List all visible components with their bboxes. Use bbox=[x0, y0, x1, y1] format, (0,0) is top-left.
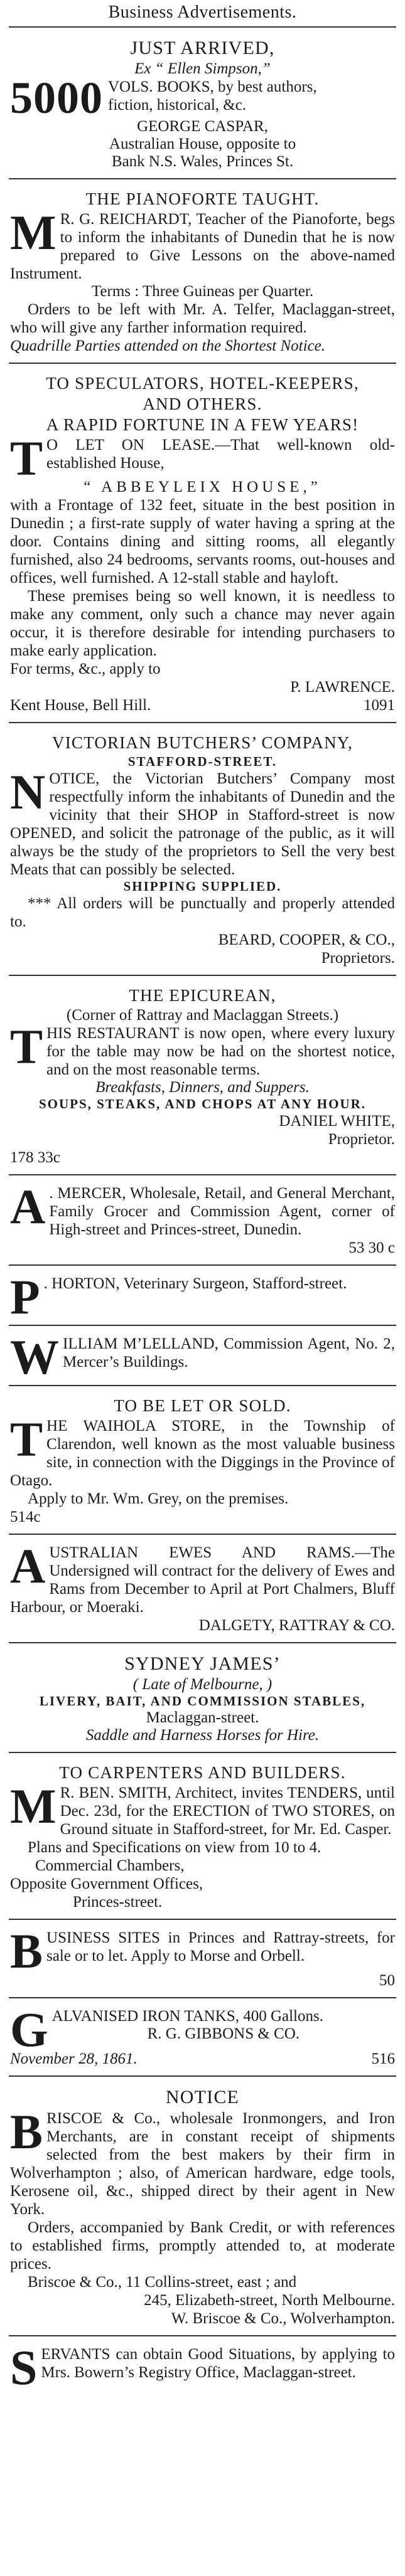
ad-code: 514c bbox=[10, 1508, 41, 1525]
ad-subtitle: STAFFORD-STREET. bbox=[127, 754, 278, 769]
ad-iron-tanks bbox=[9, 1998, 396, 2077]
drop-cap: B bbox=[10, 1929, 43, 1971]
ad-epicurean bbox=[9, 976, 396, 1175]
ad-name: R. G. GIBBONS & CO. bbox=[147, 2025, 300, 2042]
ad-note: Saddle and Harness Horses for Hire. bbox=[85, 1727, 320, 1744]
ad-address: Princes-street. bbox=[73, 1894, 163, 1911]
ad-ewes-rams bbox=[9, 1535, 396, 1643]
ad-address: W. Briscoe & Co., Wolverhampton. bbox=[171, 2310, 395, 2327]
drop-cap: M bbox=[10, 1784, 57, 1833]
ad-body: HE WAIHOLA STORE, in the Township of Clarendon, well known as the most valuable business site, in connection with the Diggings in the Province of Otago. bbox=[10, 1418, 395, 1489]
drop-cap: S bbox=[10, 2345, 38, 2388]
ad-sydney-james bbox=[9, 1643, 396, 1753]
ad-role: Proprietors. bbox=[321, 950, 395, 967]
drop-cap: T bbox=[10, 436, 43, 479]
ad-victorian-butchers bbox=[9, 723, 396, 976]
ad-note: Quadrille Parties attended on the Shortest Notice. bbox=[10, 337, 326, 354]
drop-cap: B bbox=[10, 2109, 43, 2159]
ad-title: TO SPECULATORS, HOTEL-KEEPERS, bbox=[46, 374, 359, 393]
ad-role: Proprietor. bbox=[328, 1131, 395, 1148]
ad-body: ERVANTS can obtain Good Situations, by applying to Mrs. Bowern’s Registry Office, Maclaggan-street. bbox=[41, 2346, 395, 2381]
ad-name: DALGETY, RATTRAY & CO. bbox=[198, 1617, 395, 1634]
ad-title: JUST ARRIVED, bbox=[130, 38, 275, 58]
ad-title: TO CARPENTERS AND BUILDERS. bbox=[59, 1763, 346, 1782]
ad-line: fiction, historical, &c. bbox=[108, 97, 247, 114]
ad-body: RISCOE & Co., wholesale Ironmongers, and Iron Merchants, are in constant receipt of shipments selected from the best makers by their firm in Wolverhampton ; also, of American hardware, edge tools, Kerosene oil, &c., shipped direct by their agent in New York. bbox=[10, 2110, 395, 2218]
ad-carpenters-builders bbox=[9, 1753, 396, 1920]
drop-cap: A bbox=[10, 1184, 46, 1234]
ad-line: VOLS. BOOKS, by best authors, bbox=[108, 78, 317, 95]
ad-shipping: SHIPPING SUPPLIED. bbox=[123, 879, 282, 894]
ad-horton bbox=[9, 1266, 396, 1326]
ad-plans: Plans and Specifications on view from 10 to 4. bbox=[28, 1839, 321, 1856]
ad-apply: Apply to Mr. Wm. Grey, on the premises. bbox=[28, 1490, 289, 1507]
ad-line: LIVERY, BAIT, AND COMMISSION STABLES, bbox=[39, 1693, 366, 1709]
ad-orders: *** All orders will be punctually and properly attended to. bbox=[10, 895, 395, 930]
ad-code: 1091 bbox=[364, 697, 395, 714]
ad-body: R. G. REICHARDT, Teacher of the Pianoforte, begs to inform the inhabitants of Dunedin that he is now prepared to Give Lessons on the above-named Instrument. bbox=[10, 211, 395, 282]
ad-soups: SOUPS, STEAKS, AND CHOPS AT ANY HOUR. bbox=[38, 1096, 367, 1111]
ad-body: O LET ON LEASE.—That well-known old-established House, bbox=[46, 437, 395, 472]
ad-body: USTRALIAN EWES AND RAMS.—The Undersigned will contract for the delivery of Ewes and Rams from December to April at Port Chalmers, Bluff Harbour, or Moeraki. bbox=[10, 1544, 395, 1616]
ad-body: with a Frontage of 132 feet, situate in the best position in Dunedin ; a first-rate supply of water having a spring at the door. Contains dining and sitting rooms, all elegantly furnished, also 24 bedrooms, servants rooms, out-houses and offices, well furnished. A 12-stall stable and hayloft. bbox=[10, 497, 395, 586]
ad-business-sites bbox=[9, 1920, 396, 1998]
ad-subtitle: A RAPID FORTUNE IN A FEW YEARS! bbox=[46, 415, 359, 434]
ad-pianoforte bbox=[9, 179, 396, 364]
drop-cap: M bbox=[10, 210, 57, 260]
ad-body: These premises being so well known, it is needless to make any comment, only such a chance may never again occur, it is therefore desirable for intending purchasers to make early application. bbox=[10, 588, 395, 659]
ad-code: 50 bbox=[379, 1972, 395, 1989]
drop-cap: P bbox=[10, 1275, 40, 1317]
ad-terms: For terms, &c., apply to bbox=[10, 660, 161, 677]
big-number: 5000 bbox=[10, 78, 103, 118]
ad-address: Australian House, opposite to bbox=[109, 135, 296, 152]
ad-title: SYDNEY JAMES’ bbox=[124, 1653, 281, 1674]
ad-body: ALVANISED IRON TANKS, 400 Gallons. bbox=[51, 2008, 323, 2025]
ad-orders: Orders to be left with Mr. A. Telfer, Maclaggan-street, who will give any farther information required. bbox=[10, 301, 395, 336]
ad-address: Bank N.S. Wales, Princes St. bbox=[111, 153, 294, 170]
drop-cap: W bbox=[10, 1335, 59, 1377]
ad-servants bbox=[9, 2336, 396, 2395]
ad-subtitle: ( Late of Melbourne, ) bbox=[132, 1676, 273, 1693]
ad-body: HIS RESTAURANT is now open, where every luxury for the table may now be had on the shortest notice, and on the most reasonable terms. bbox=[46, 1025, 395, 1078]
ad-body: . MERCER, Wholesale, Retail, and General Merchant, Family Grocer and Commission Agent, corner of High-street and Princes-street, Dunedin. bbox=[49, 1185, 395, 1238]
ad-orders: Orders, accompanied by Bank Credit, or with references to established firms, promptly attended to, at moderate prices. bbox=[10, 2219, 395, 2272]
ad-name: P. LAWRENCE. bbox=[290, 679, 395, 696]
ad-title: VICTORIAN BUTCHERS’ COMPANY, bbox=[52, 733, 353, 752]
drop-cap: T bbox=[10, 1024, 43, 1074]
drop-cap: T bbox=[10, 1417, 43, 1466]
ad-title: THE EPICUREAN, bbox=[129, 986, 276, 1005]
ad-address: Commercial Chambers, bbox=[35, 1857, 185, 1874]
newspaper-page bbox=[9, 0, 396, 2395]
ad-title: TO BE LET OR SOLD. bbox=[114, 1396, 291, 1415]
ad-body: . HORTON, Veterinary Surgeon, Stafford-street. bbox=[43, 1275, 347, 1292]
ad-title: AND OTHERS. bbox=[143, 395, 262, 413]
ad-waihola-store bbox=[9, 1386, 396, 1535]
house-name: “ ABBEYLEIX HOUSE,” bbox=[84, 479, 321, 496]
ad-title: THE PIANOFORTE TAUGHT. bbox=[85, 189, 320, 208]
ad-mercer bbox=[9, 1175, 396, 1266]
ad-address: Briscoe & Co., 11 Collins-street, east ; and bbox=[28, 2274, 297, 2291]
ad-mlelland bbox=[9, 1326, 396, 1386]
ad-title: NOTICE bbox=[165, 2087, 240, 2107]
ad-address: Opposite Government Offices, bbox=[10, 1875, 203, 1892]
drop-cap: A bbox=[10, 1544, 46, 1593]
ad-code: 516 bbox=[371, 2050, 395, 2067]
ad-abbeyleix-house bbox=[9, 364, 396, 723]
ad-name: DANIEL WHITE, bbox=[279, 1113, 395, 1130]
drop-cap: N bbox=[10, 770, 46, 819]
ad-address: Kent House, Bell Hill. bbox=[10, 697, 151, 714]
ad-date: November 28, 1861. bbox=[10, 2050, 138, 2067]
ad-name: BEARD, COOPER, & CO., bbox=[218, 931, 395, 948]
ad-name: GEORGE CASPAR, bbox=[137, 118, 268, 135]
ad-terms: Terms : Three Guineas per Quarter. bbox=[91, 283, 314, 300]
ad-briscoe-notice bbox=[9, 2077, 396, 2336]
ad-books-caspar bbox=[9, 28, 396, 179]
ad-code: 178 33c bbox=[10, 1149, 60, 1166]
ad-ship: Ex “ Ellen Simpson,” bbox=[134, 60, 271, 77]
ad-subtitle: (Corner of Rattray and Maclaggan Streets.) bbox=[66, 1007, 339, 1024]
ad-body: R. BEN. SMITH, Architect, invites TENDERS, until Dec. 23d, for the ERECTION of TWO STORES, on Ground situate in Stafford-street, for Mr. Ed. Casper. bbox=[60, 1784, 395, 1838]
ad-address: 245, Elizabeth-street, North Melbourne. bbox=[144, 2292, 395, 2309]
ad-body: ILLIAM M’LELLAND, Commission Agent, No. 2, Mercer’s Buildings. bbox=[63, 1335, 395, 1370]
ad-body: OTICE, the Victorian Butchers’ Company most respectfully inform the inhabitants of Dunedin and the vicinity that their SHOP in Stafford-street is now OPENED, and solicit the patronage of the public, as it will always be the study of the proprietors to Sell the very best Meats that can possibly be selected. bbox=[10, 770, 395, 878]
drop-cap: G bbox=[10, 2007, 48, 2050]
ad-street: Maclaggan-street. bbox=[146, 1709, 259, 1726]
ad-meals: Breakfasts, Dinners, and Suppers. bbox=[95, 1079, 310, 1096]
ad-code: 53 30 c bbox=[348, 1239, 395, 1256]
page-header: Business Advertisements. bbox=[9, 0, 396, 28]
ad-body: USINESS SITES in Princes and Rattray-streets, for sale or to let. Apply to Morse and Orbell. bbox=[46, 1929, 395, 1964]
